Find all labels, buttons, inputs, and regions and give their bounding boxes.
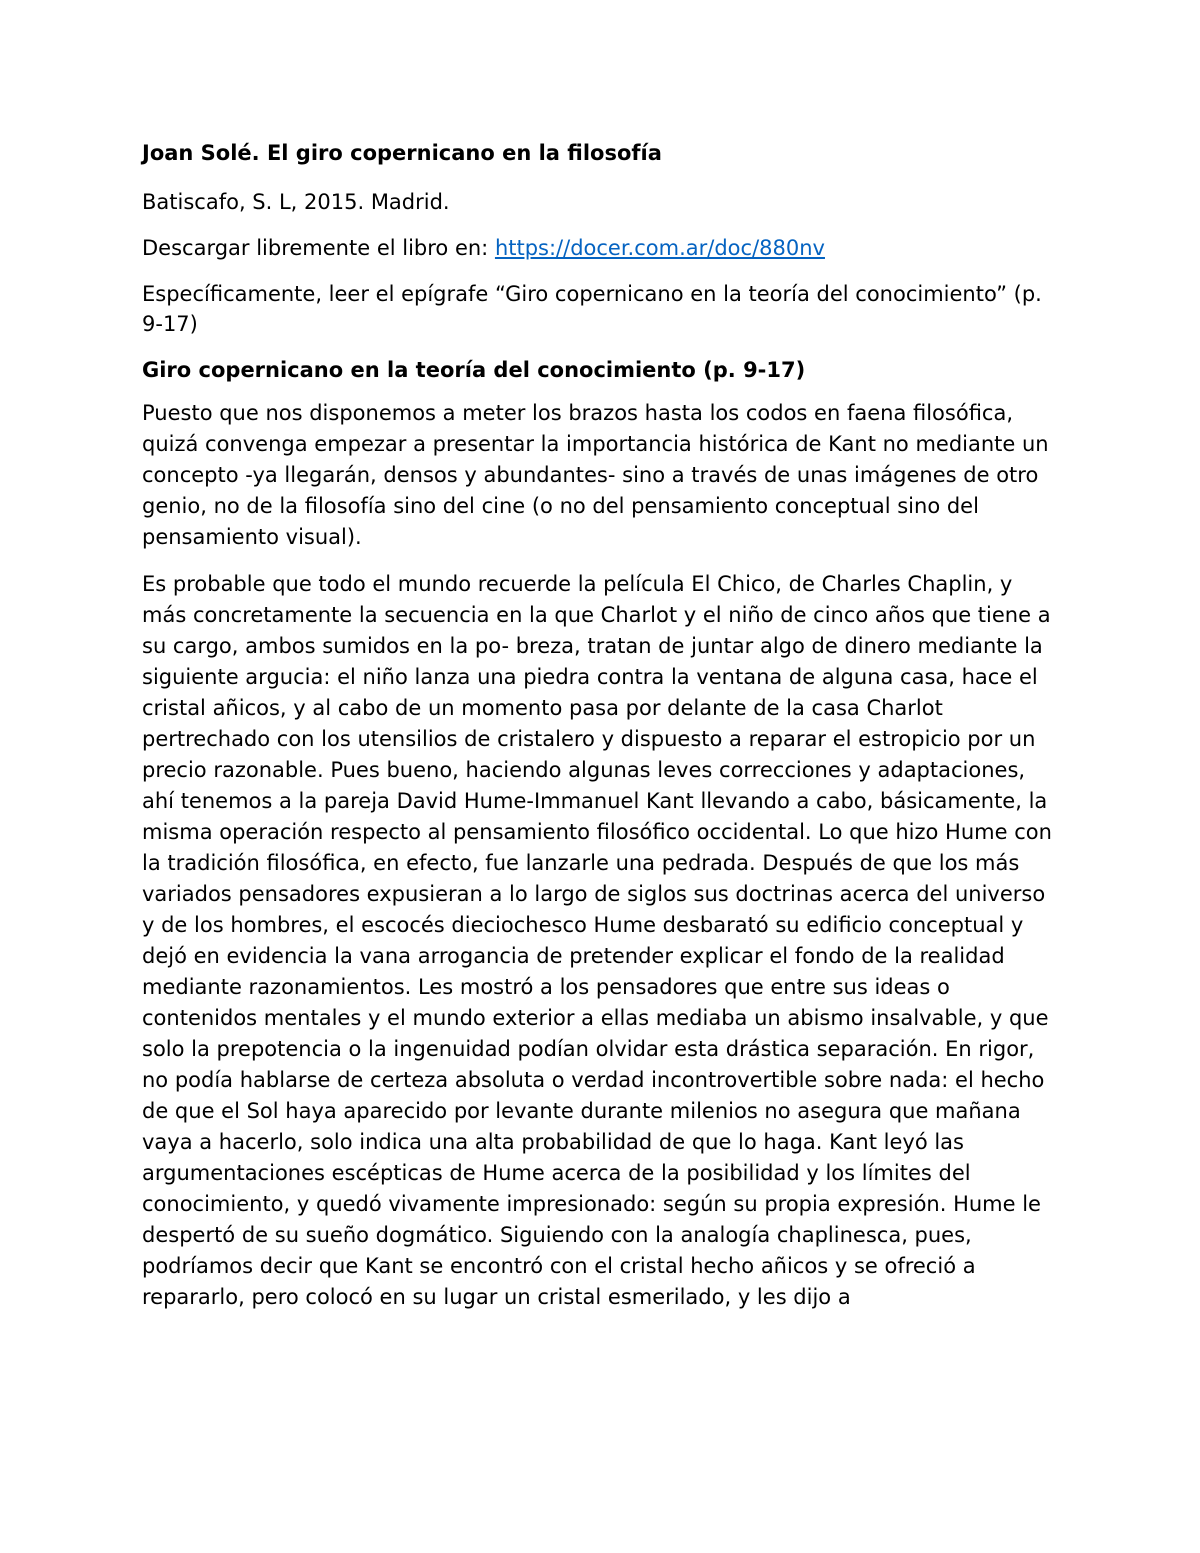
body-paragraph-2: Es probable que todo el mundo recuerde la película El Chico, de Charles Chaplin, y más concretamente la secuencia en la que Charlot y el niño de cinco años que tiene a su cargo, ambos sumidos en la po- breza, tratan de juntar algo de dinero mediante la siguiente argucia: el niño lanza una piedra contra la ventana de alguna casa, hace el cristal añicos, y al cabo de un momento pasa por delante de la casa Charlot pertrechado con los utensilios de cristalero y dispuesto a reparar el estropicio por un precio razonable. Pues bueno, haciendo algunas leves correcciones y adaptaciones, ahí tenemos a la pareja David Hume-Immanuel Kant llevando a cabo, básicamente, la misma operación respecto al pensamiento filosófico occidental. Lo que hizo Hume con la tradición filosófica, en efecto, fue lanzarle una pedrada. Después de que los más variados pensadores expusieran a lo largo de siglos sus doctrinas acerca del universo y de los hombres, el escocés dieciochesco Hume desbarató su edificio conceptual y dejó en evidencia la vana arrogancia de pretender explicar el fondo de la realidad mediante razonamientos. Les mostró a los pensadores que entre sus ideas o contenidos mentales y el mundo exterior a ellas mediaba un abismo insalvable, y que solo la prepotencia o la ingenuidad podían olvidar esta drástica separación. En rigor, no podía hablarse de certeza absoluta o verdad incontrovertible sobre nada: el hecho de que el Sol haya aparecido por levante durante milenios no asegura que mañana vaya a hacerlo, solo indica una alta probabilidad de que lo haga. Kant leyó las argumentaciones escépticas de Hume acerca de la posibilidad y los límites del conocimiento, y quedó vivamente impresionado: según su propia expresión. Hume le despertó de su sueño dogmático. Siguiendo con la analogía chaplinesca, pues, podríamos decir que Kant se encontró con el cristal hecho añicos y se ofreció a repararlo, pero colocó en su lugar un cristal esmerilado, y les dijo a (142, 572, 1052, 1309)
download-link[interactable]: https://docer.com.ar/doc/880nv (494, 236, 825, 260)
reading-instruction: Específicamente, leer el epígrafe “Giro copernicano en la teoría del conocimiento” (p. 9-17) (142, 282, 1042, 336)
section-heading: Giro copernicano en la teoría del conocimiento (p. 9-17) (142, 358, 806, 382)
download-line (142, 233, 1060, 263)
publisher-line: Batiscafo, S. L, 2015. Madrid. (142, 190, 450, 214)
document-title: Joan Solé. El giro copernicano en la filosofía (142, 141, 662, 165)
body-paragraph-1: Puesto que nos disponemos a meter los brazos hasta los codos en faena filosófica, quizá convenga empezar a presentar la importancia histórica de Kant no mediante un concepto -ya llegarán, densos y abundantes- sino a través de unas imágenes de otro genio, no de la filosofía sino del cine (o no del pensamiento conceptual sino del pensamiento visual). (142, 401, 1049, 549)
document-page (142, 138, 1060, 1329)
download-prefix: Descargar libremente el libro en: (142, 236, 495, 260)
